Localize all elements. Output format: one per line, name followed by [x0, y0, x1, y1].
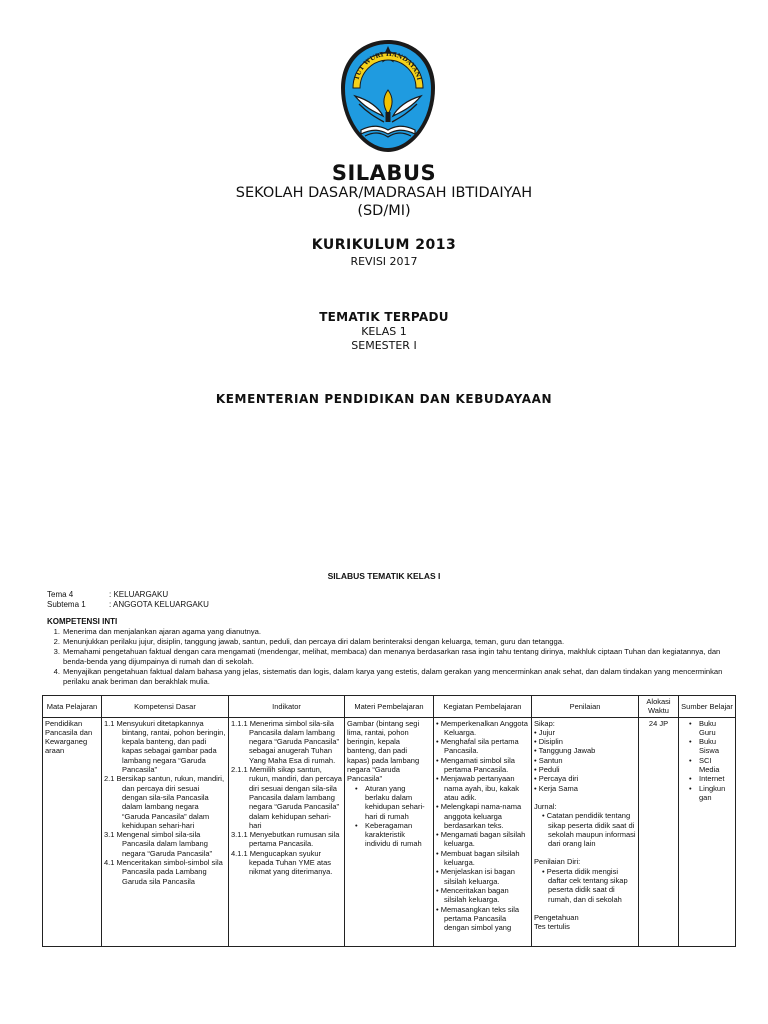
jurnal-label: Jurnal: [534, 801, 557, 811]
sikap-item: • Percaya diri [534, 774, 579, 784]
kegiatan-item: • Membuat bagan silsilah keluarga. [436, 848, 520, 868]
subtema-line [47, 600, 209, 609]
sumber-item: • Buku Guru [699, 719, 733, 738]
ki-title: KOMPETENSI INTI [47, 617, 118, 626]
cell-indikator [229, 717, 345, 946]
jurnal-item: • Catatan pendidik tentang sikap peserta didik saat di sekolah maupun informasi dari orang lain [542, 811, 636, 849]
subtema-value: : ANGGOTA KELUARGAKU [109, 600, 209, 609]
ki-list [47, 627, 735, 687]
sumber-item: • Lingkun gan [699, 784, 733, 803]
subtema-label: Subtema 1 [47, 600, 86, 609]
sikap-item: • Kerja Sama [534, 783, 578, 793]
kegiatan-item: • Melengkapi nama-nama anggota keluarga berdasarkan teks. [436, 802, 522, 830]
table-row [43, 717, 736, 946]
syllabus-heading: SILABUS TEMATIK KELAS I [327, 571, 441, 581]
materi-intro: Gambar (bintang segi lima, rantai, pohon beringin, kepala banteng, dan padi kapas) pada lambang negara “Garuda Pancasila” [347, 718, 420, 784]
school-abbr: (SD/MI) [357, 203, 411, 219]
materi-item: • Aturan yang berlaku dalam kehidupan sehari-hari di rumah [365, 784, 431, 821]
sumber-item: • SCI Media [699, 756, 733, 775]
sikap-item: • Santun [534, 755, 563, 765]
indikator-item: 4.1.1 Mengucapkan syukur kepada Tuhan YME atas nikmat yang diterimanya. [231, 848, 333, 877]
cell-kegiatan [434, 717, 532, 946]
pengetahuan-label: Pengetahuan [534, 912, 579, 922]
cell-penilaian [532, 717, 639, 946]
header-penilaian: Penilaian [532, 696, 639, 718]
materi-item: • Keberagaman karakteristik individu di rumah [365, 821, 431, 849]
kd-item: 4.1 Menceritakan simbol-simbol sila Pancasila pada Lambang Garuda sila Pancasila [104, 858, 223, 886]
tema-line [47, 590, 168, 599]
cell-mapel: Pendidikan Pancasila dan Kewarganeg araan [43, 717, 102, 946]
header-materi: Materi Pembelajaran [345, 696, 434, 718]
kd-item: 3.1 Mengenal simbol sila-sila Pancasila dalam lambang negara “Garuda Pancasila” [104, 830, 213, 858]
sikap-label: Sikap: [534, 718, 555, 728]
ki-item: 1. Menerima dan menjalankan ajaran agama yang dianutnya. [53, 627, 261, 636]
sikap-item: • Disiplin [534, 737, 563, 747]
sikap-item: • Jujur [534, 727, 555, 737]
cell-materi [345, 717, 434, 946]
header-kd: Kompetensi Dasar [102, 696, 229, 718]
penilaian-diri-item: • Peserta didik mengisi daftar cek tentang sikap peserta didik saat di rumah, dan di sekolah [542, 866, 628, 904]
ki-item: 3. Memahami pengetahuan faktual dengan cara mengamati (mendengar, melihat, membaca) dan menanya berdasarkan rasa ingin tahu tentang dirinya, makhluk ciptaan Tuhan dan kegiatannya, dan benda-benda yang dijumpainya di rumah dan di sekolah. [53, 647, 721, 666]
kegiatan-item: • Memasangkan teks sila pertama Pancasila dengan simbol yang [436, 904, 520, 933]
document-title: SILABUS [331, 161, 437, 185]
cell-alokasi: 24 JP [639, 717, 679, 946]
kd-item: 2.1 Bersikap santun, rukun, mandiri, dan percaya diri sesuai dengan sila-sila Pancasila dalam lambang negara “Garuda Pancasila” dalam kehidupan sehari-hari [104, 774, 225, 830]
sumber-item: • Internet [699, 774, 733, 783]
tema-label: Tema 4 [47, 590, 74, 599]
materi-list [347, 784, 431, 849]
cell-sumber [679, 717, 736, 946]
indikator-item: 2.1.1 Memilih sikap santun, rukun, mandiri, dan percaya diri sesuai dengan sila-sila Pancasila dalam lambang negara “Garuda Pancasila” dalam kehidupan sehari-hari [231, 765, 342, 830]
syllabus-table [42, 695, 736, 947]
ministry: KEMENTERIAN PENDIDIKAN DAN KEBUDAYAAN [215, 392, 553, 406]
cell-kd [102, 717, 229, 946]
ki-item: 2. Menunjukkan perilaku jujur, disiplin, tanggung jawab, santun, peduli, dan percaya diri dalam berinteraksi dengan keluarga, teman, guru dan tetangga. [53, 637, 565, 646]
sumber-item: • Buku Siswa [699, 737, 733, 756]
kd-item: 1.1 Mensyukuri ditetapkannya bintang, rantai, pohon beringin, kepala banteng, dan padi kapas sebagai gambar pada lambang negara “Garuda Pancasila” [104, 718, 226, 775]
sikap-item: • Tanggung Jawab [534, 746, 596, 756]
header-mapel: Mata Pelajaran [43, 696, 102, 718]
kegiatan-item: • Memperkenalkan Anggota Keluarga. [436, 718, 528, 737]
tes-tertulis: Tes tertulis [534, 922, 570, 932]
semester: SEMESTER I [351, 339, 417, 352]
theme-type: TEMATIK TERPADU [319, 310, 449, 324]
tut-wuri-handayani-logo [339, 38, 437, 154]
sumber-list [681, 719, 733, 803]
logo-motto: TUT WURI HANDAYANI [353, 50, 423, 81]
header-indikator: Indikator [229, 696, 345, 718]
revision: REVISI 2017 [350, 255, 418, 268]
table-header-row [43, 696, 736, 718]
header-alokasi: Alokasi Waktu [639, 696, 679, 718]
kegiatan-item: • Mengamati bagan silsilah keluarga. [436, 830, 526, 849]
header-kegiatan: Kegiatan Pembelajaran [434, 696, 532, 718]
kegiatan-item: • Menghafal sila pertama Pancasila. [436, 737, 519, 756]
kegiatan-item: • Menjawab pertanyaan nama ayah, ibu, kakak atau adik. [436, 774, 520, 802]
sikap-item: • Peduli [534, 765, 560, 775]
header-sumber: Sumber Belajar [679, 696, 736, 718]
kegiatan-item: • Menjelaskan isi bagan silsilah keluarga. [436, 867, 515, 886]
kegiatan-item: • Menceritakan bagan silsilah keluarga. [436, 885, 509, 905]
kegiatan-item: • Mengamati simbol sila pertama Pancasila. [436, 755, 515, 775]
curriculum-title: KURIKULUM 2013 [311, 237, 457, 253]
indikator-item: 1.1.1 Menerima simbol sila-sila Pancasila dalam lambang negara “Garuda Pancasila” sebagai anugerah Tuhan Yang Maha Esa di rumah. [231, 718, 340, 765]
school-level: SEKOLAH DASAR/MADRASAH IBTIDAIYAH [235, 185, 533, 201]
tema-value: : KELUARGAKU [109, 590, 169, 599]
penilaian-diri-label: Penilaian Diri: [534, 857, 581, 867]
indikator-item: 3.1.1 Menyebutkan rumusan sila pertama Pancasila. [231, 830, 340, 849]
grade: KELAS 1 [361, 325, 407, 338]
ki-item: 4. Menyajikan pengetahuan faktual dalam bahasa yang jelas, sistematis dan logis, dalam karya yang estetis, dalam gerakan yang mencerminkan anak sehat, dan dalam tindakan yang mencerminkan perilaku anak beriman dan berakhlak mulia. [53, 667, 723, 686]
